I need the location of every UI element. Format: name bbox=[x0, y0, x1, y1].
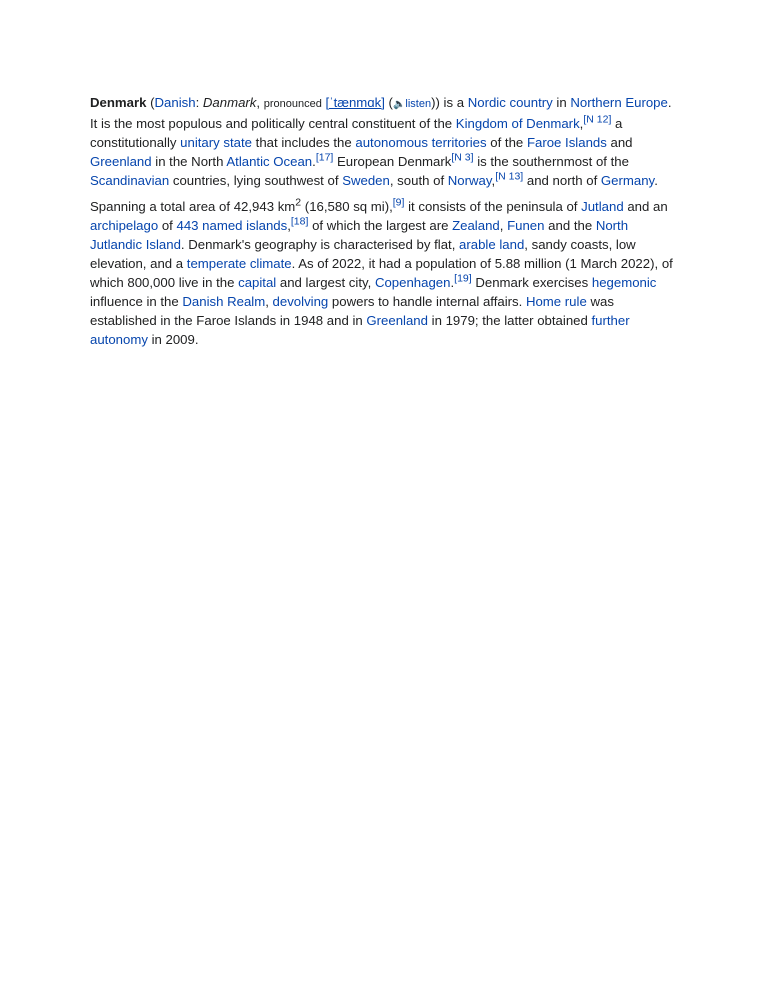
link-zealand[interactable]: Zealand bbox=[452, 218, 500, 233]
ref-19[interactable]: [19] bbox=[454, 272, 472, 285]
text-fragment: . bbox=[654, 173, 658, 188]
text-fragment: Spanning a total area of 42,943 km bbox=[90, 199, 296, 214]
text-fragment: is the southernmost of the bbox=[473, 154, 629, 169]
link-germany[interactable]: Germany bbox=[600, 173, 655, 188]
pronounced-label: pronounced bbox=[263, 98, 322, 110]
link-autonomous-territories[interactable]: autonomous territories bbox=[355, 135, 487, 150]
text-fragment: in the North bbox=[151, 154, 227, 169]
link-faroe-islands[interactable]: Faroe Islands bbox=[526, 135, 607, 150]
text-fragment: and largest city, bbox=[276, 275, 375, 290]
text-fragment: and the bbox=[544, 218, 596, 233]
text-fragment: in 1979; the latter obtained bbox=[427, 313, 592, 328]
text-fragment: that includes the bbox=[252, 135, 356, 150]
text-fragment: . As of 2022, it had a population of 5.88 million (1 March 2022), of which 800,000 live in the bbox=[90, 256, 673, 290]
text-fragment: , bbox=[491, 173, 496, 188]
link-greenland[interactable]: Greenland bbox=[90, 154, 152, 169]
article-title: Denmark bbox=[90, 95, 147, 110]
text-fragment: of the bbox=[486, 135, 527, 150]
link-scandinavian[interactable]: Scandinavian bbox=[90, 173, 170, 188]
link-copenhagen[interactable]: Copenhagen bbox=[374, 275, 451, 290]
text-fragment: , bbox=[287, 218, 291, 233]
text-fragment: of which the largest are bbox=[308, 218, 453, 233]
text-fragment: , bbox=[256, 95, 264, 110]
text-fragment: . Denmark's geography is characterised by flat, bbox=[180, 237, 460, 252]
link-hegemonic[interactable]: hegemonic bbox=[591, 275, 657, 290]
text-fragment: , south of bbox=[389, 173, 448, 188]
ref-9[interactable]: [9] bbox=[392, 196, 405, 209]
ref-n12[interactable]: [N 12] bbox=[583, 113, 612, 126]
speaker-icon[interactable]: 🔈 bbox=[392, 99, 406, 110]
link-kingdom-of-denmark[interactable]: Kingdom of Denmark bbox=[455, 116, 580, 131]
link-northern-europe[interactable]: Northern Europe bbox=[570, 95, 668, 110]
ref-18[interactable]: [18] bbox=[290, 215, 309, 228]
link-atlantic-ocean[interactable]: Atlantic Ocean bbox=[226, 154, 313, 169]
link-north-jutlandic-island[interactable]: North Jutlandic Island bbox=[90, 218, 629, 252]
ref-n3[interactable]: [N 3] bbox=[451, 151, 474, 164]
ref-17[interactable]: [17] bbox=[315, 151, 334, 164]
link-funen[interactable]: Funen bbox=[507, 218, 545, 233]
link-danish-realm[interactable]: Danish Realm bbox=[182, 294, 266, 309]
text-fragment: European Denmark bbox=[333, 154, 452, 169]
text-fragment: in bbox=[552, 95, 571, 110]
text-fragment: countries, lying southwest of bbox=[169, 173, 343, 188]
text-fragment: was established in the Faroe Islands in 1948 and in bbox=[90, 294, 614, 328]
link-listen[interactable]: listen bbox=[405, 98, 432, 110]
link-arable-land[interactable]: arable land bbox=[459, 237, 525, 252]
text-fragment: . It is the most populous and politically central constituent of the bbox=[90, 95, 672, 131]
link-443-named-islands[interactable]: 443 named islands bbox=[176, 218, 288, 233]
native-name: Danmark bbox=[202, 95, 257, 110]
geography-paragraph bbox=[90, 197, 680, 349]
link-ipa[interactable]: [ˈtænmɑk] bbox=[325, 95, 385, 110]
article-content bbox=[90, 93, 680, 356]
link-greenland-2[interactable]: Greenland bbox=[366, 313, 428, 328]
text-fragment: Denmark exercises bbox=[471, 275, 592, 290]
text-fragment: powers to handle internal affairs. bbox=[328, 294, 526, 309]
text-fragment: in 2009. bbox=[147, 332, 199, 347]
text-fragment: , bbox=[579, 116, 584, 131]
link-further-autonomy[interactable]: further autonomy bbox=[90, 313, 630, 347]
link-unitary-state[interactable]: unitary state bbox=[180, 135, 253, 150]
text-fragment: , bbox=[265, 294, 273, 309]
text-fragment: ( bbox=[384, 95, 393, 110]
link-danish[interactable]: Danish bbox=[154, 95, 196, 110]
link-devolving[interactable]: devolving bbox=[272, 294, 329, 309]
text-fragment: . bbox=[312, 154, 316, 169]
text-fragment: ( bbox=[146, 95, 155, 110]
text-fragment: a constitutionally bbox=[90, 116, 623, 150]
text-fragment: and north of bbox=[523, 173, 601, 188]
link-temperate-climate[interactable]: temperate climate bbox=[186, 256, 292, 271]
link-capital[interactable]: capital bbox=[238, 275, 277, 290]
text-fragment: , sandy coasts, low elevation, and a bbox=[90, 237, 636, 271]
text-fragment: influence in the bbox=[90, 294, 183, 309]
link-archipelago[interactable]: archipelago bbox=[90, 218, 159, 233]
link-jutland[interactable]: Jutland bbox=[581, 199, 624, 214]
text-fragment: (16,580 sq mi), bbox=[301, 199, 393, 214]
link-home-rule[interactable]: Home rule bbox=[525, 294, 587, 309]
text-fragment: )) is a bbox=[431, 95, 468, 110]
link-sweden[interactable]: Sweden bbox=[342, 173, 390, 188]
superscript-2: 2 bbox=[295, 196, 302, 209]
ref-n13[interactable]: [N 13] bbox=[495, 170, 524, 183]
text-fragment: . bbox=[450, 275, 455, 290]
text-fragment: of bbox=[158, 218, 177, 233]
text-fragment: , bbox=[499, 218, 508, 233]
text-fragment: it consists of the peninsula of bbox=[404, 199, 582, 214]
text-fragment: and an bbox=[623, 199, 668, 214]
intro-paragraph bbox=[90, 93, 680, 190]
text-fragment: : bbox=[195, 95, 203, 110]
link-norway[interactable]: Norway bbox=[447, 173, 492, 188]
text-fragment: and bbox=[606, 135, 633, 150]
link-nordic-country[interactable]: Nordic country bbox=[467, 95, 553, 110]
